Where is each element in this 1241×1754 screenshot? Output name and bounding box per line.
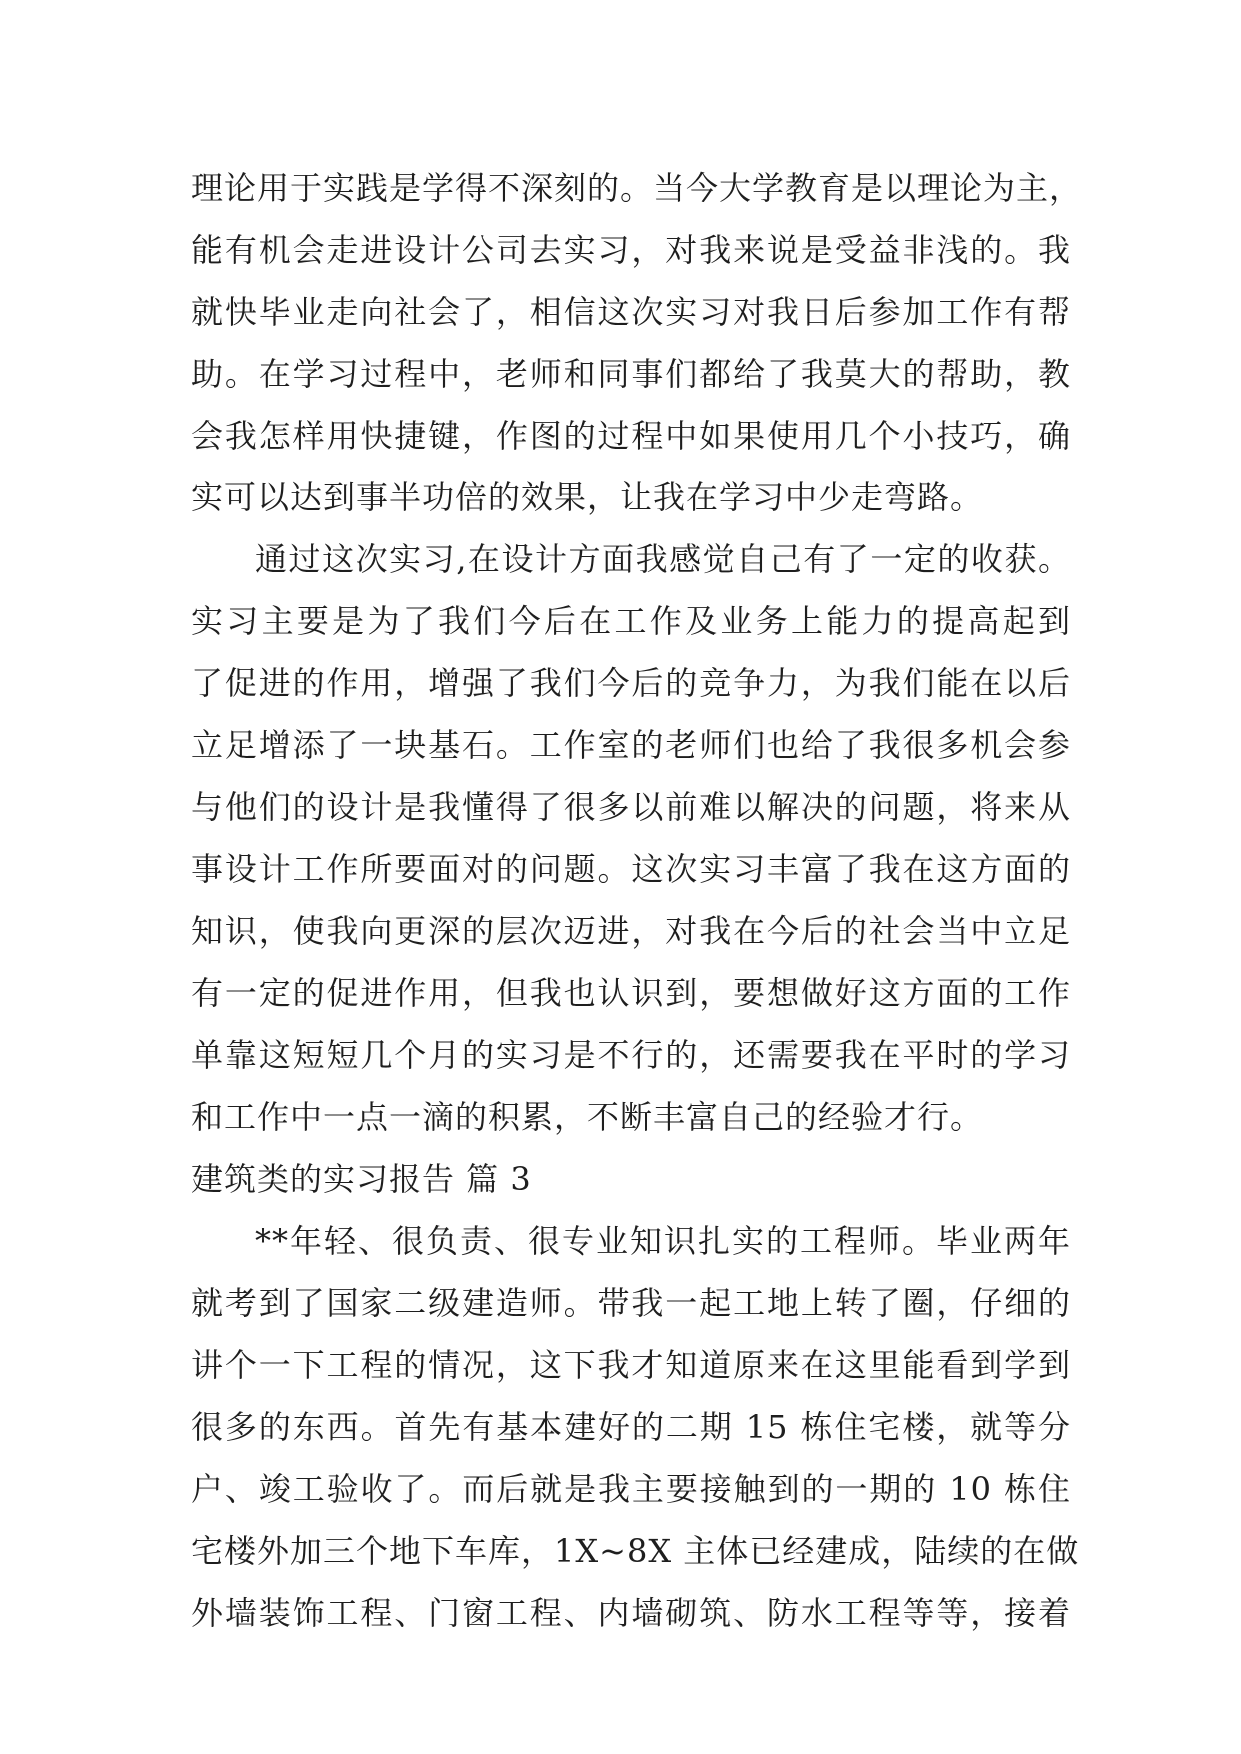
paragraph-line: 讲个一下工程的情况，这下我才知道原来在这里能看到学到 <box>191 1346 1071 1384</box>
paragraph-line: 实可以达到事半功倍的效果，让我在学习中少走弯路。 <box>191 478 984 516</box>
paragraph-line: 外墙装饰工程、门窗工程、内墙砌筑、防水工程等等，接着 <box>191 1594 1071 1632</box>
paragraph-line: 有一定的促进作用，但我也认识到，要想做好这方面的工作 <box>191 974 1071 1012</box>
paragraph-line: 单靠这短短几个月的实习是不行的，还需要我在平时的学习 <box>191 1036 1071 1074</box>
paragraph-line: 与他们的设计是我懂得了很多以前难以解决的问题，将来从 <box>191 788 1071 826</box>
paragraph-line: 立足增添了一块基石。工作室的老师们也给了我很多机会参 <box>191 726 1071 764</box>
paragraph-first-line: 通过这次实习,在设计方面我感觉自己有了一定的收获。 <box>255 540 1071 578</box>
paragraph-line: 了促进的作用，增强了我们今后的竞争力，为我们能在以后 <box>191 664 1071 702</box>
paragraph-line: 户、竣工验收了。而后就是我主要接触到的一期的 10 栋住 <box>191 1470 1071 1508</box>
paragraph-line: 助。在学习过程中，老师和同事们都给了我莫大的帮助，教 <box>191 355 1071 393</box>
paragraph-line: 很多的东西。首先有基本建好的二期 15 栋住宅楼，就等分 <box>191 1408 1071 1446</box>
paragraph-line: 就快毕业走向社会了，相信这次实习对我日后参加工作有帮 <box>191 293 1071 331</box>
paragraph-line: 就考到了国家二级建造师。带我一起工地上转了圈，仔细的 <box>191 1284 1071 1322</box>
paragraph-line: 和工作中一点一滴的积累，不断丰富自己的经验才行。 <box>191 1098 984 1136</box>
paragraph-line: 能有机会走进设计公司去实习，对我来说是受益非浅的。我 <box>191 231 1071 269</box>
paragraph-first-line: **年轻、很负责、很专业知识扎实的工程师。毕业两年 <box>255 1222 1071 1260</box>
paragraph-line: 宅楼外加三个地下车库，1X~8X 主体已经建成，陆续的在做 <box>191 1532 1080 1570</box>
section-heading: 建筑类的实习报告 篇 3 <box>191 1160 532 1198</box>
paragraph-line: 事设计工作所要面对的问题。这次实习丰富了我在这方面的 <box>191 850 1071 888</box>
paragraph-line: 理论用于实践是学得不深刻的。当今大学教育是以理论为主， <box>191 169 1083 207</box>
paragraph-line: 会我怎样用快捷键，作图的过程中如果使用几个小技巧，确 <box>191 417 1071 455</box>
paragraph-line: 知识，使我向更深的层次迈进，对我在今后的社会当中立足 <box>191 912 1071 950</box>
paragraph-line: 实习主要是为了我们今后在工作及业务上能力的提高起到 <box>191 602 1071 640</box>
